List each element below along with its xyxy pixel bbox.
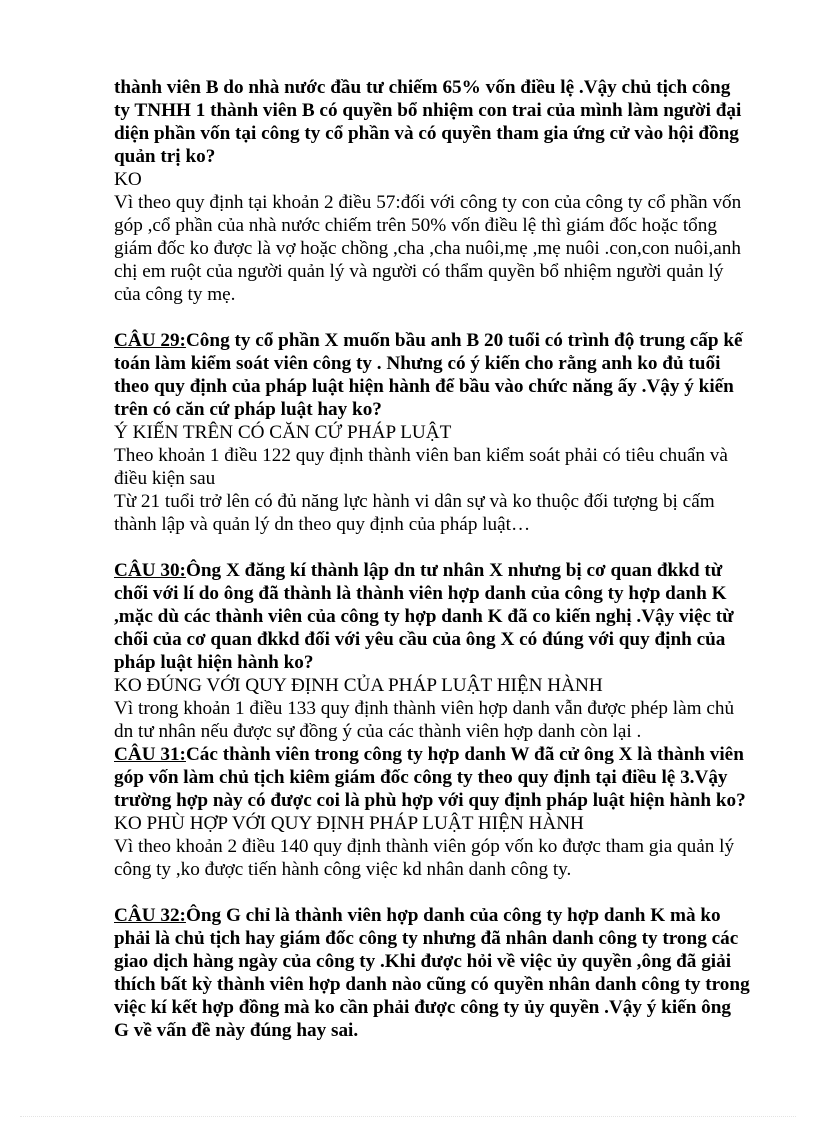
q32-label: CÂU 32:	[114, 905, 186, 926]
q31-answer: KO PHÙ HỢP VỚI QUY ĐỊNH PHÁP LUẬT HIỆN HÀNH	[114, 813, 584, 834]
q29-answer: Ý KIẾN TRÊN CÓ CĂN CỨ PHÁP LUẬT	[114, 422, 452, 443]
q32-question: Ông G chỉ là thành viên hợp danh của công ty hợp danh K mà ko phải là chủ tịch hay giám đốc công ty nhưng đã nhân danh công ty trong các giao dịch hàng ngày của công ty .Khi được hỏi về việc ủy quyền ,ông đã giải thích bất kỳ thành viên hợp danh nào cũng có quyền nhân danh công ty trong việc kí kết hợp đồng mà ko cần phải được công ty ủy quyền .Vậy ý kiến ông G về vấn đề này đúng hay sai.	[114, 905, 750, 1041]
q29-question-paragraph	[114, 329, 750, 421]
q31-question-paragraph	[114, 743, 750, 812]
q31-question: Các thành viên trong công ty hợp danh W đã cử ông X là thành viên góp vốn làm chủ tịch kiêm giám đốc công ty theo quy định tại điều lệ 3.Vậy trường hợp này có được coi là phù hợp với quy định pháp luật hiện hành ko?	[114, 744, 746, 811]
q30-explanation: Vì trong khoản 1 điều 133 quy định thành viên hợp danh vẫn được phép làm chủ dn tư nhân nếu được sự đồng ý của các thành viên hợp danh còn lại .	[114, 698, 735, 742]
paragraph-gap	[114, 536, 750, 559]
q31-label: CÂU 31:	[114, 744, 186, 765]
q30-question-paragraph	[114, 559, 750, 674]
q29-explanation-1: Theo khoản 1 điều 122 quy định thành viên ban kiểm soát phải có tiêu chuẩn và điều kiện sau	[114, 445, 728, 489]
intro-answer: KO	[114, 169, 142, 190]
paragraph-gap	[114, 306, 750, 329]
q30-question: Ông X đăng kí thành lập dn tư nhân X nhưng bị cơ quan đkkd từ chối với lí do ông đã thành là thành viên hợp danh của công ty hợp danh K ,mặc dù các thành viên của công ty hợp danh K đã co kiến nghị .Vậy việc từ chối của cơ quan đkkd đối với yêu cầu của ông X có đúng với quy định của pháp luật hiện hành ko?	[114, 560, 734, 673]
paragraph-gap	[114, 881, 750, 904]
q30-label: CÂU 30:	[114, 560, 186, 581]
intro-question: thành viên B do nhà nước đầu tư chiếm 65% vốn điều lệ .Vậy chủ tịch công ty TNHH 1 thành viên B có quyền bổ nhiệm con trai của mình làm người đại diện phần vốn tại công ty cổ phần và có quyền tham gia ứng cử vào hội đồng quản trị ko?	[114, 77, 742, 167]
q32-question-paragraph	[114, 904, 750, 1042]
page-bottom-border	[20, 1116, 796, 1117]
intro-explanation: Vì theo quy định tại khoản 2 điều 57:đối với công ty con của công ty cổ phần vốn góp ,cổ phần của nhà nước chiếm trên 50% vốn điều lệ thì giám đốc hoặc tổng giám đốc ko được là vợ hoặc chồng ,cha ,cha nuôi,mẹ ,mẹ nuôi .con,con nuôi,anh chị em ruột của người quản lý và người có thẩm quyền bổ nhiệm người quản lý của công ty mẹ.	[114, 192, 742, 305]
q29-label: CÂU 29:	[114, 330, 186, 351]
q29-explanation-2: Từ 21 tuổi trở lên có đủ năng lực hành vi dân sự và ko thuộc đối tượng bị cấm thành lập và quản lý dn theo quy định của pháp luật…	[114, 491, 715, 535]
q29-question: Công ty cổ phần X muốn bầu anh B 20 tuổi có trình độ trung cấp kế toán làm kiểm soát viên công ty . Nhưng có ý kiến cho rằng anh ko đủ tuổi theo quy định của pháp luật hiện hành để bầu vào chức năng ấy .Vậy ý kiến trên có căn cứ pháp luật hay ko?	[114, 330, 743, 420]
q30-answer: KO ĐÚNG VỚI QUY ĐỊNH CỦA PHÁP LUẬT HIỆN HÀNH	[114, 675, 603, 696]
document-page	[114, 76, 750, 1042]
q31-explanation: Vì theo khoản 2 điều 140 quy định thành viên góp vốn ko được tham gia quản lý công ty ,ko được tiến hành công việc kd nhân danh công ty.	[114, 836, 735, 880]
